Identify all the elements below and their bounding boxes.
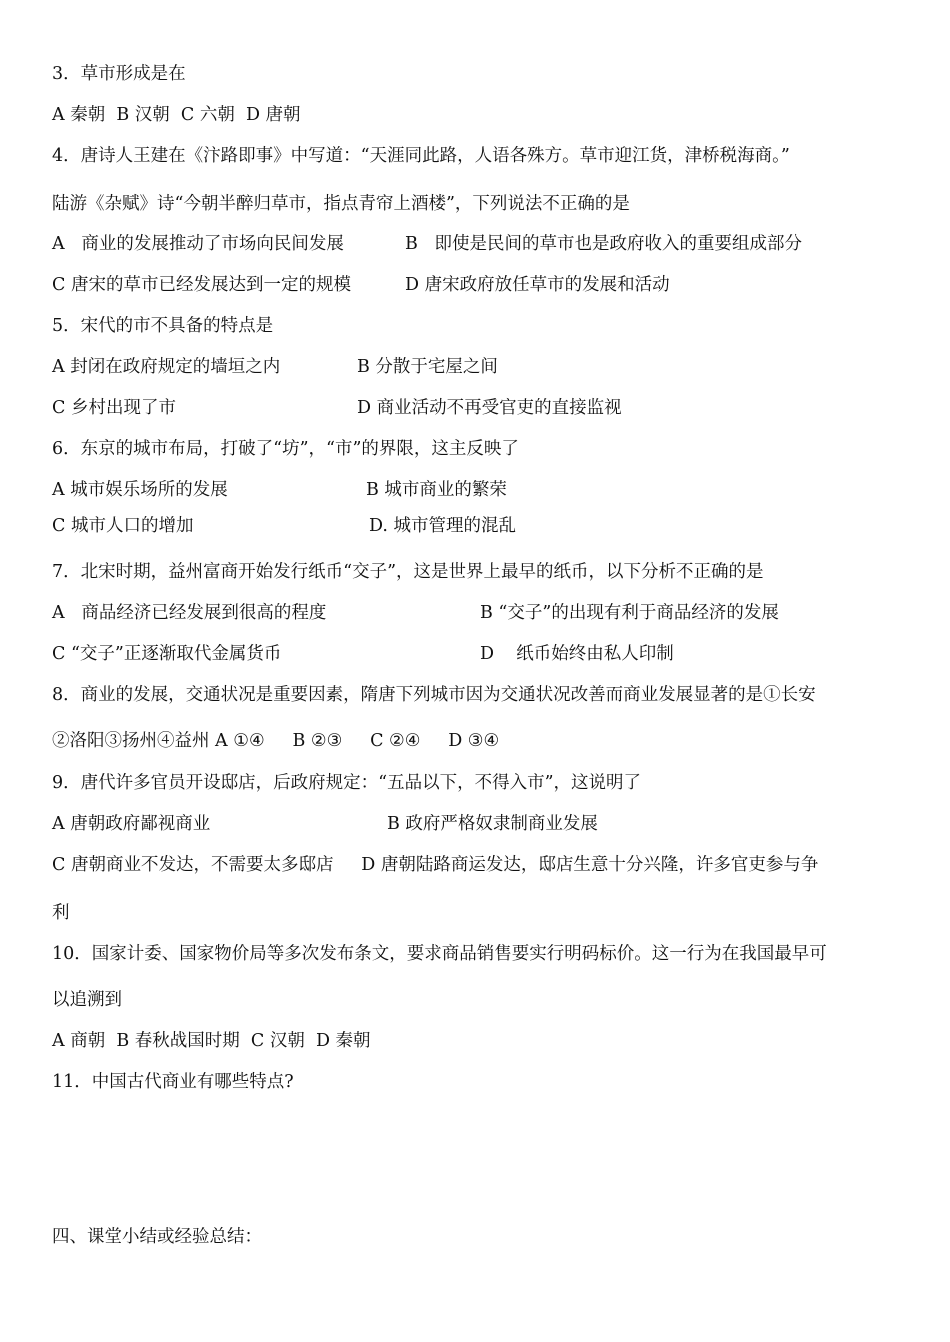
option-c: C “交子”正逐渐取代金属货币	[52, 644, 282, 664]
option-a: A 唐朝政府鄙视商业	[52, 814, 211, 834]
option-c-d: C 唐朝商业不发达，不需要太多邸店 D 唐朝陆路商运发达，邸店生意十分兴隆，许多官吏参与争	[52, 855, 819, 875]
option-d: D 商业活动不再受官吏的直接监视	[357, 398, 622, 418]
option-b: B 即使是民间的草市也是政府收入的重要组成部分	[405, 234, 803, 254]
option-b: B “交子”的出现有利于商品经济的发展	[480, 603, 779, 623]
option-b: B 城市商业的繁荣	[366, 480, 507, 500]
option-c: C 唐宋的草市已经发展达到一定的规模	[52, 275, 351, 295]
option-c: C 乡村出现了市	[52, 398, 176, 418]
section-title: 四、课堂小结或经验总结：	[52, 1227, 262, 1247]
question-stem: 7．北宋时期，益州富商开始发行纸币“交子”，这是世界上最早的纸币，以下分析不正确的是	[52, 562, 764, 582]
question-stem: 11．中国古代商业有哪些特点?	[52, 1072, 294, 1092]
question-stem: 3．草市形成是在	[52, 64, 186, 84]
question-stem: 6．东京的城市布局，打破了“坊”，“市”的界限，这主反映了	[52, 439, 519, 459]
option-d: D. 城市管理的混乱	[369, 516, 517, 536]
question-stem: 5．宋代的市不具备的特点是	[52, 316, 274, 336]
question-stem-continued: 以追溯到	[52, 990, 122, 1010]
question-stem: 4．唐诗人王建在《汴路即事》中写道：“天涯同此路，人语各殊方。草市迎江货，津桥税海商。”	[52, 146, 790, 166]
question-stem-continued: 陆游《杂赋》诗“今朝半醉归草市，指点青帘上酒楼”，下列说法不正确的是	[52, 194, 630, 214]
option-d: D 唐宋政府放任草市的发展和活动	[405, 275, 670, 295]
question-options: A 商朝 B 春秋战国时期 C 汉朝 D 秦朝	[52, 1031, 371, 1051]
question-stem: 9．唐代许多官员开设邸店，后政府规定：“五品以下，不得入市”，这说明了	[52, 773, 642, 793]
question-stem: 8．商业的发展，交通状况是重要因素，隋唐下列城市因为交通状况改善而商业发展显著的是①长安	[52, 685, 816, 705]
option-b: B 分散于宅屋之间	[357, 357, 498, 377]
option-a: A 城市娱乐场所的发展	[52, 480, 228, 500]
question-stem: 10．国家计委、国家物价局等多次发布条文，要求商品销售要实行明码标价。这一行为在我国最早可	[52, 944, 827, 964]
question-options: A 秦朝 B 汉朝 C 六朝 D 唐朝	[52, 105, 301, 125]
option-c: C 城市人口的增加	[52, 516, 194, 536]
option-b: B 政府严格奴隶制商业发展	[387, 814, 598, 834]
option-d: D 纸币始终由私人印制	[480, 644, 674, 664]
option-a: A 商品经济已经发展到很高的程度	[52, 603, 327, 623]
question-stem-continued: ②洛阳③扬州④益州 A ①④ B ②③ C ②④ D ③④	[52, 731, 500, 751]
option-a: A 商业的发展推动了市场向民间发展	[52, 234, 344, 254]
option-a: A 封闭在政府规定的墙垣之内	[52, 357, 281, 377]
option-d-continued: 利	[52, 903, 70, 923]
